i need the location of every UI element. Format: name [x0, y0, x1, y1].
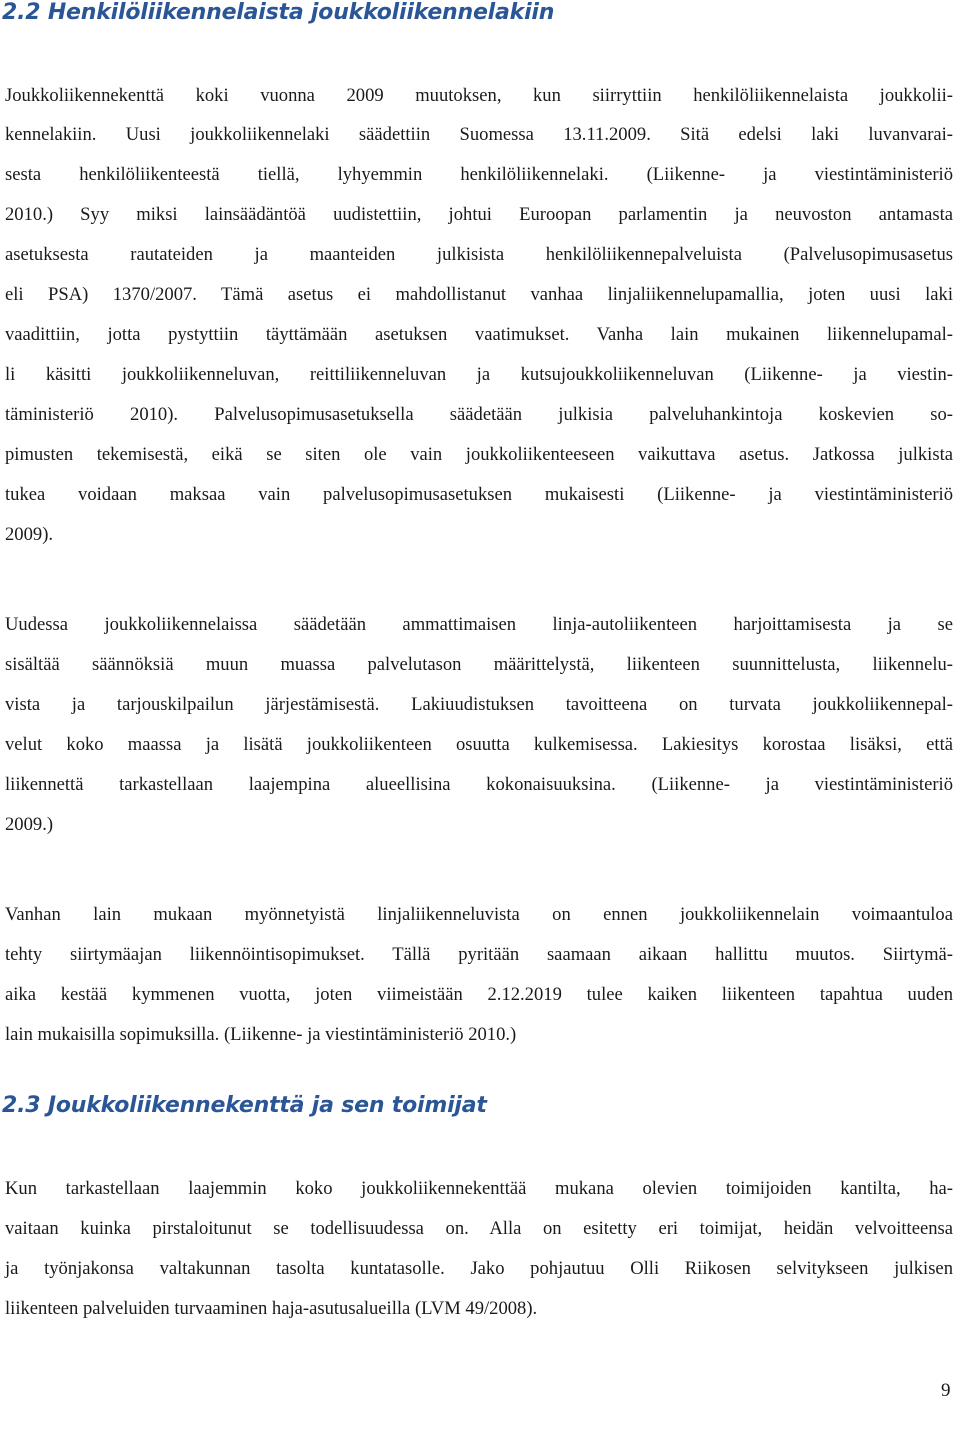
text-line: Uudessa joukkoliikennelaissa säädetään ammattimaisen linja-autoliikenteen harjoittamisesta ja se — [5, 614, 953, 635]
text-line: aika kestää kymmenen vuotta, joten viimeistään 2.12.2019 tulee kaiken liikenteen tapahtua uuden — [5, 984, 953, 1005]
text-line: vista ja tarjouskilpailun järjestämisestä. Lakiuudistuksen tavoitteena on turvata joukkoliikennepal- — [5, 694, 953, 715]
text-line: vaitaan kuinka pirstaloitunut se todellisuudessa on. Alla on esitetty eri toimijat, heidän velvoitteensa — [5, 1218, 953, 1239]
text-line: 2009). — [5, 524, 54, 545]
text-line: asetuksesta rautateiden ja maanteiden julkisista henkilöliikennepalveluista (Palvelusopimusasetus — [5, 244, 953, 265]
text-line: lain mukaisilla sopimuksilla. (Liikenne- ja viestintäministeriö 2010.) — [5, 1024, 517, 1045]
text-line: 2010.) Syy miksi lainsäädäntöä uudistettiin, johtui Euroopan parlamentin ja neuvoston antamasta — [5, 204, 953, 225]
text-line: tukea voidaan maksaa vain palvelusopimusasetuksen mukaisesti (Liikenne- ja viestintäministeriö — [5, 484, 953, 505]
text-line: sisältää säännöksiä muun muassa palvelutason määrittelystä, liikenteen suunnittelusta, liikennelu- — [5, 654, 953, 675]
text-line: velut koko maassa ja lisätä joukkoliikenteen osuutta kulkemisessa. Lakiesitys korostaa lisäksi, että — [5, 734, 953, 755]
text-line: vaadittiin, jotta pystyttiin täyttämään asetuksen vaatimukset. Vanha lain mukainen liikennelupamal- — [5, 324, 953, 345]
text-line: ja työnjakonsa valtakunnan tasolta kuntatasolle. Jako pohjautuu Olli Riikosen selvitykseen julkisen — [5, 1258, 953, 1279]
section-heading-2-3: 2.3 Joukkoliikennekenttä ja sen toimijat — [2, 1093, 487, 1118]
text-line: kennelakiin. Uusi joukkoliikennelaki säädettiin Suomessa 13.11.2009. Sitä edelsi laki luvanvarai- — [5, 124, 953, 145]
section-heading-2-2: 2.2 Henkilöliikennelaista joukkoliikennelakiin — [2, 0, 555, 25]
text-line: eli PSA) 1370/2007. Tämä asetus ei mahdollistanut vanhaa linjaliikennelupamallia, joten uusi laki — [5, 284, 953, 305]
text-line: 2009.) — [5, 814, 54, 835]
text-line: sesta henkilöliikenteestä tiellä, lyhyemmin henkilöliikennelaki. (Liikenne- ja viestintäministeriö — [5, 164, 953, 185]
text-line: liikennettä tarkastellaan laajempina alueellisina kokonaisuuksina. (Liikenne- ja viestintäministeriö — [5, 774, 953, 795]
page-number: 9 — [941, 1380, 951, 1401]
text-line: liikenteen palveluiden turvaaminen haja-asutusalueilla (LVM 49/2008). — [5, 1298, 538, 1319]
text-line: Joukkoliikennekenttä koki vuonna 2009 muutoksen, kun siirryttiin henkilöliikennelaista joukkolii- — [5, 85, 953, 106]
text-line: Vanhan lain mukaan myönnetyistä linjaliikenneluvista on ennen joukkoliikennelain voimaantuloa — [5, 904, 953, 925]
text-line: pimusten tekemisestä, eikä se siten ole vain joukkoliikenteeseen vaikuttava asetus. Jatkossa julkista — [5, 444, 953, 465]
text-line: tehty siirtymäajan liikennöintisopimukset. Tällä pyritään saamaan aikaan hallittu muutos. Siirtymä- — [5, 944, 953, 965]
text-line: Kun tarkastellaan laajemmin koko joukkoliikennekenttää mukana olevien toimijoiden kantilta, ha- — [5, 1178, 953, 1199]
text-line: täministeriö 2010). Palvelusopimusasetuksella säädetään julkisia palveluhankintoja koskevien so- — [5, 404, 953, 425]
text-line: li käsitti joukkoliikenneluvan, reittiliikenneluvan ja kutsujoukkoliikenneluvan (Liikenne- ja viestin- — [5, 364, 953, 385]
